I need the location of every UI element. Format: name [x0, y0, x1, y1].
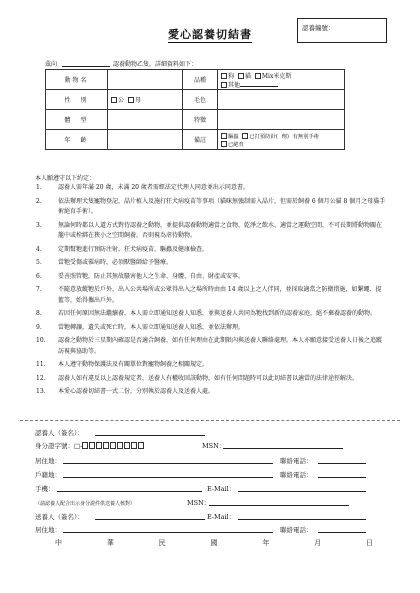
color-value[interactable] [218, 90, 345, 110]
term-item: 13. 本愛心認養切結書一式二份，分別執於認養人及送養人處。 [36, 388, 215, 395]
term-item: 12. 認養人如有違反以上認養規定者，送養人有權收回該動物，如有任何問題時可以此切結書以適當的法律途徑解決。 [36, 374, 359, 382]
animal-info-table [45, 69, 345, 150]
remarks-options [218, 130, 345, 150]
term-item: 10. 認養之動物於三星期內確認是否適合飼養，如有任何理由在此期限內與送養人聯絡處理。本人亦願意接受送養人日後之追蹤訪視與協助等。 [36, 337, 383, 355]
checkbox-icon [242, 133, 248, 139]
sex-option-female[interactable]: 母 [128, 97, 141, 104]
name-label: 動物名 [46, 70, 108, 90]
intro-from: 茲向 [45, 61, 58, 68]
giver-name-blank[interactable] [62, 66, 110, 67]
adopter-sign-field[interactable] [95, 435, 205, 436]
term-item: 3. 無論何時都以人道方式對待認養之動物，並提供認養動物適當之食物、乾淨之飲水、適當之運動空間，不可長期將動物關在籠中或栓綁在狹小之空間飼養，否則視為虐待動物。 [36, 221, 383, 239]
sex-options [108, 90, 183, 110]
phone-field-1[interactable] [318, 463, 366, 464]
term-item: 9. 當牠轉讓，遺失或死亡時，本人需立即通知送養人知悉，並依法辦理。 [36, 323, 245, 331]
term-item: 6. 妥善照管牠，防止其無故騷害他人之生命、身體、自由、財產或安寧。 [36, 272, 245, 280]
phone-field-2[interactable] [318, 477, 366, 478]
sex-option-male[interactable]: 公 [111, 97, 124, 104]
mobile-field[interactable] [57, 491, 202, 492]
name-value[interactable] [108, 70, 183, 90]
msn-field-2[interactable] [209, 505, 349, 506]
section-divider [20, 420, 400, 421]
remark-dose: 劑) [281, 133, 289, 140]
giver-sign-field[interactable] [95, 519, 205, 520]
color-label: 毛色 [183, 90, 218, 110]
term-item: 11. 本人遵守動物保護法及有關單位對寵物飼養之相關規定。 [36, 361, 209, 368]
breed-option-cat[interactable]: 貓 [238, 73, 251, 80]
breed-option-other[interactable]: 其他 [221, 82, 278, 89]
intro-text: 認養動物乙隻，詳細資料如下： [113, 61, 198, 68]
size-value[interactable] [108, 110, 183, 130]
remarks-label: 備註 [183, 130, 218, 150]
phone-field-3[interactable] [318, 532, 366, 533]
term-item: 1. 認養人需年滿 20 歲，未滿 20 歲者需經法定代理人同意並出示同意書。 [36, 184, 249, 191]
checkbox-icon [255, 73, 261, 79]
checkbox-icon [221, 133, 227, 139]
residence-row: 居住地： 聯絡電話： [35, 455, 365, 465]
term-item: 7. 不隨意放縱牠於戶外，出入公共場所或公眾得出入之場所時由由 14 歲以上之人伴同，並採取適當之防衛措施，如繫繩、提籃等，始得攜出戶外。 [36, 286, 382, 304]
remark-deworm[interactable]: 驅蟲 [221, 134, 239, 140]
term-item: 5. 當牠受傷或罹病時，必須獸醫師給予醫療。 [36, 259, 173, 266]
breed-option-mix[interactable]: Mix米克斯 [255, 73, 291, 80]
msn-field-1[interactable] [223, 448, 343, 449]
breed-option-dog[interactable]: 狗 [221, 73, 234, 80]
guardian-row: （請認養人配合出示身分證件供送養人核對） MSN： [35, 497, 365, 507]
adoption-number-box[interactable]: 認養編號： [297, 18, 387, 43]
checkbox-icon [128, 97, 134, 103]
giver-residence-row: 居住地： 聯絡電話： [35, 524, 365, 534]
email-field-1[interactable] [238, 491, 366, 492]
feature-label: 特徵 [183, 110, 218, 130]
sex-label: 性 別 [46, 90, 108, 110]
checkbox-icon [238, 73, 244, 79]
breed-label: 品種 [183, 70, 218, 90]
residence-field-2[interactable] [63, 532, 273, 533]
age-value[interactable] [108, 130, 183, 150]
age-label: 年 齡 [46, 130, 108, 150]
term-item: 2. 依法辦理犬隻寵物登記，晶片植入及施打狂犬病疫苗等事項（貓咪無強制需入晶片，但需於飼養 6 個月公貓 8 個月之母貓手術絕育手術）。 [36, 197, 386, 215]
size-label: 體 型 [46, 110, 108, 130]
residence-field-1[interactable] [63, 463, 273, 464]
remark-surgery: 有無別手術 [292, 133, 320, 140]
household-field[interactable] [63, 477, 273, 478]
checkbox-icon [111, 97, 117, 103]
document-title: 愛心認養切結書 [168, 28, 252, 41]
remark-neutered[interactable]: 已絕育 [221, 142, 244, 148]
id-row: 身分證字號：□- MSN： [35, 440, 365, 450]
adopter-sign-row: 認養人（簽名）： [35, 427, 365, 437]
checkbox-icon [221, 82, 227, 88]
household-row: 戶籍地： 聯絡電話： [35, 469, 365, 479]
term-item: 8. 若因任何原因無法繼續養，本人需立即通知送養人知悉，並與送養人共同為牠找到新的認養家庭，絕不棄養認養的動物。 [36, 310, 377, 317]
giver-sign-row: 送養人（簽名）： E-Mail： [35, 511, 365, 521]
feature-value[interactable] [218, 110, 345, 130]
checkbox-icon [221, 73, 227, 79]
checkbox-icon [221, 141, 227, 147]
breed-options [218, 70, 345, 90]
terms-intro: 本人願遵守以下約定： [35, 175, 96, 182]
remark-vaccine[interactable]: 已打預防針( [242, 134, 278, 140]
date-line: 中 華 民 國 年 月 日 [55, 539, 373, 547]
term-item: 4. 定期幫牠進行預防注射，狂犬病疫苗，驅蟲及健康檢查。 [36, 245, 209, 253]
mobile-row: 手機： E-Mail： [35, 483, 365, 493]
terms-list [36, 183, 386, 401]
email-field-2[interactable] [238, 519, 366, 520]
